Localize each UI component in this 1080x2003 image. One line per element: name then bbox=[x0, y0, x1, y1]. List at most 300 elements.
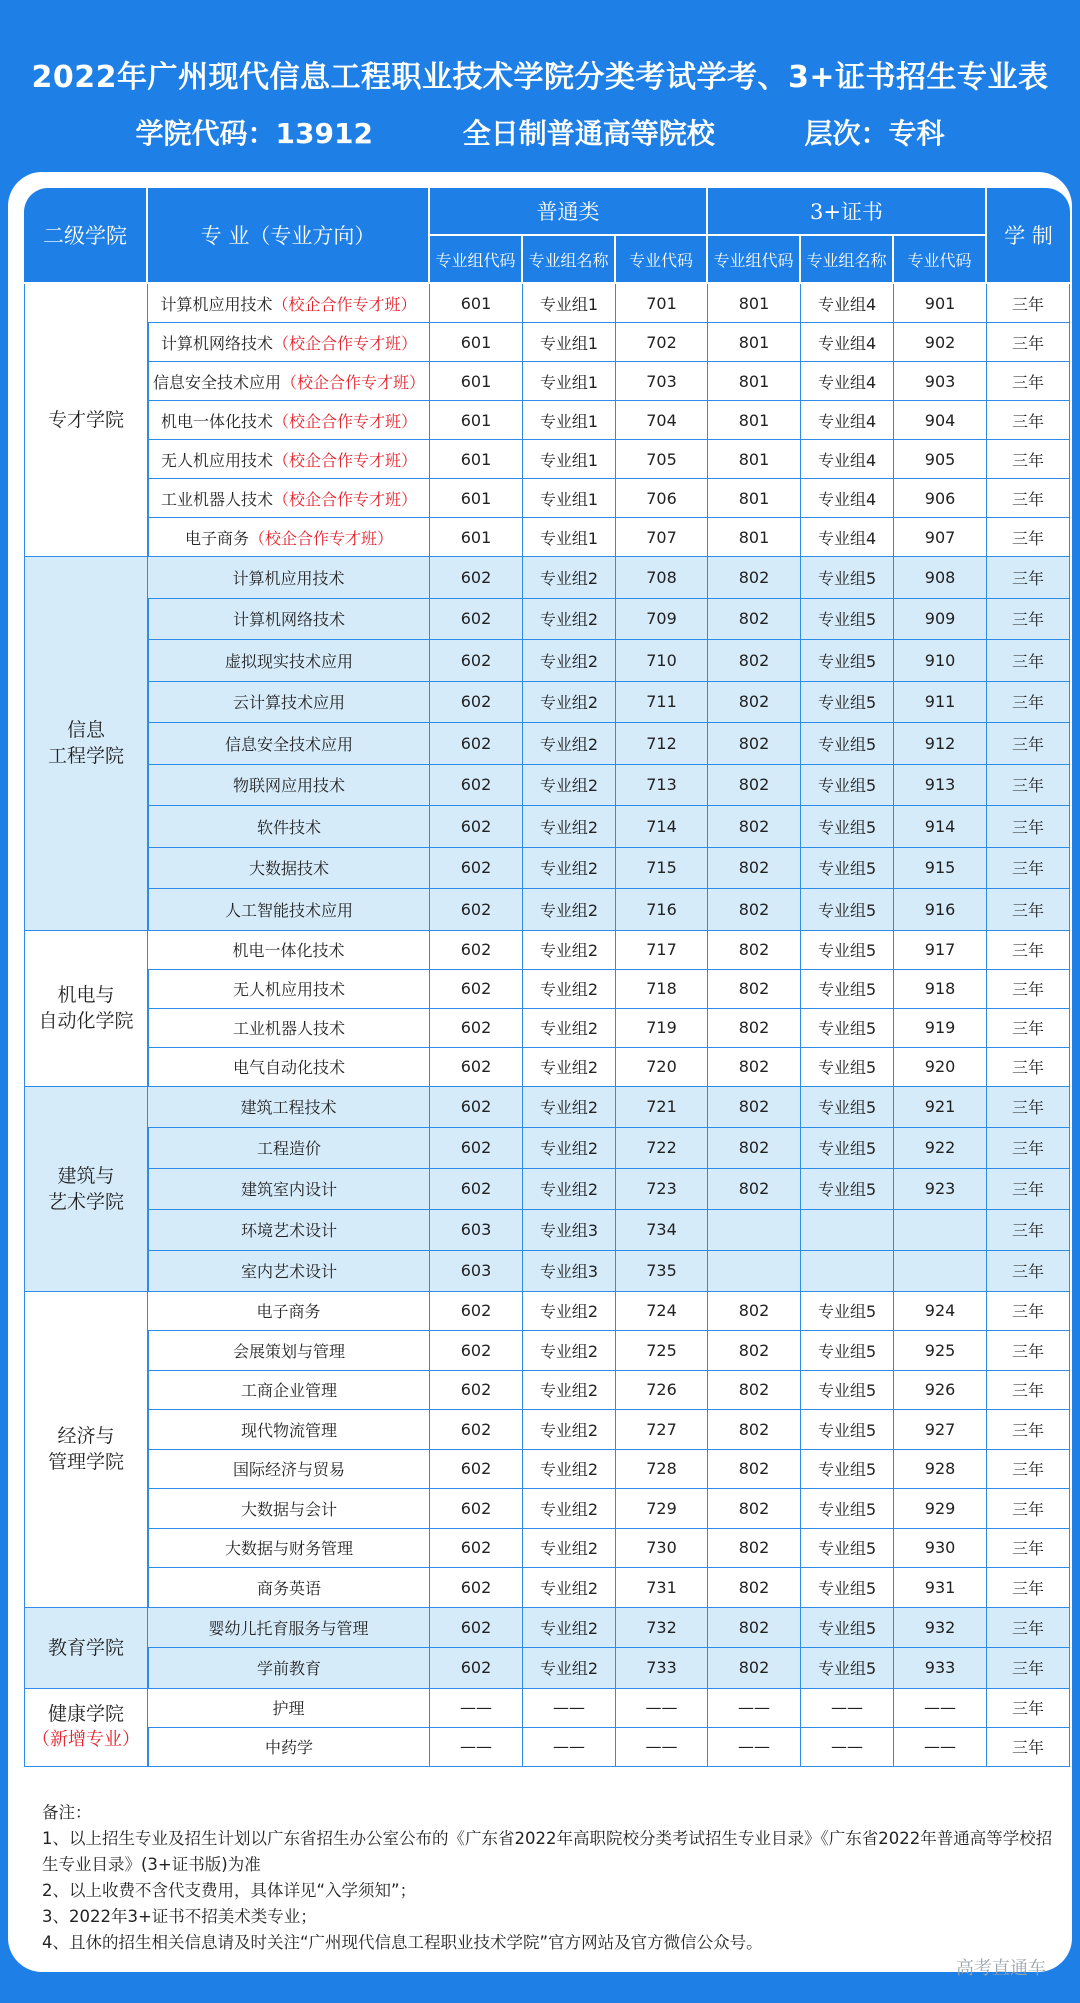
group-code-general: 602 bbox=[430, 1292, 523, 1332]
duration: 三年 bbox=[987, 682, 1070, 724]
major-code-general: 726 bbox=[616, 1371, 708, 1411]
table-body bbox=[24, 284, 1070, 1767]
group-name-general: 专业组2 bbox=[523, 806, 616, 848]
major-name: 大数据与财务管理 bbox=[224, 1539, 353, 1559]
major-code-general: 715 bbox=[616, 848, 708, 890]
group-name-general: 专业组2 bbox=[523, 1169, 616, 1210]
group-code-general: 602 bbox=[430, 806, 523, 848]
major-code-cert bbox=[894, 1251, 987, 1292]
group-name-cert: 专业组4 bbox=[801, 284, 894, 323]
group-code-cert: 802 bbox=[708, 765, 801, 807]
table-row bbox=[24, 723, 1070, 765]
college-name: 建筑与 bbox=[57, 1164, 115, 1187]
group-code-general: 602 bbox=[430, 931, 523, 970]
major-code-cert: 902 bbox=[894, 323, 987, 362]
group-name-general: 专业组2 bbox=[523, 1450, 616, 1490]
table-row bbox=[24, 1169, 1070, 1210]
table-row bbox=[24, 1410, 1070, 1450]
table-row bbox=[24, 1009, 1070, 1048]
duration: 三年 bbox=[987, 1689, 1070, 1728]
major-code-general: 730 bbox=[616, 1529, 708, 1569]
group-code-cert: 802 bbox=[708, 557, 801, 599]
major-code-cert: 908 bbox=[894, 557, 987, 599]
group-code-general: 602 bbox=[430, 640, 523, 682]
major-tag: （校企合作专才班） bbox=[273, 489, 418, 509]
table-row bbox=[24, 1728, 1070, 1767]
duration: 三年 bbox=[987, 1529, 1070, 1569]
major-cell bbox=[148, 765, 430, 807]
group-code-general: —— bbox=[430, 1728, 523, 1767]
group-code-cert: 802 bbox=[708, 1371, 801, 1411]
major-code-cert: 918 bbox=[894, 970, 987, 1009]
group-name-general: 专业组2 bbox=[523, 557, 616, 599]
college-name: 信息 bbox=[66, 719, 105, 742]
duration: 三年 bbox=[987, 1410, 1070, 1450]
major-code-general: 731 bbox=[616, 1568, 708, 1608]
major-code-cert: 928 bbox=[894, 1450, 987, 1490]
group-name-cert: 专业组5 bbox=[801, 599, 894, 641]
major-code-cert: 913 bbox=[894, 765, 987, 807]
table-row bbox=[24, 889, 1070, 931]
major-name: 会展策划与管理 bbox=[232, 1341, 345, 1361]
major-cell bbox=[148, 1009, 430, 1048]
group-code-cert: 802 bbox=[708, 1529, 801, 1569]
college-name: 健康学院 bbox=[47, 1703, 124, 1725]
major-code-cert: 915 bbox=[894, 848, 987, 890]
duration: 三年 bbox=[987, 806, 1070, 848]
group-code-cert: 802 bbox=[708, 931, 801, 970]
group-code-cert: 802 bbox=[708, 1169, 801, 1210]
major-name: 护理 bbox=[272, 1699, 305, 1718]
group-name-general: 专业组2 bbox=[523, 1410, 616, 1450]
major-name: 工业机器人技术 bbox=[160, 489, 273, 509]
header-major-code: 专业代码 bbox=[894, 236, 987, 284]
table-row bbox=[24, 1087, 1070, 1128]
major-code-general: 716 bbox=[616, 889, 708, 931]
group-name-general: 专业组1 bbox=[523, 362, 616, 401]
major-cell bbox=[148, 323, 430, 362]
group-code-cert: 802 bbox=[708, 1608, 801, 1649]
group-name-general: 专业组3 bbox=[523, 1251, 616, 1292]
group-name-cert: 专业组5 bbox=[801, 682, 894, 724]
major-cell bbox=[148, 1689, 430, 1728]
major-name: 中药学 bbox=[264, 1738, 313, 1757]
college-cell bbox=[24, 1689, 148, 1767]
major-code-general: 707 bbox=[616, 518, 708, 557]
group-code-cert: 802 bbox=[708, 1331, 801, 1371]
duration: 三年 bbox=[987, 1568, 1070, 1608]
duration: 三年 bbox=[987, 1292, 1070, 1332]
college-name: 自动化学院 bbox=[38, 1010, 134, 1032]
group-name-general: 专业组1 bbox=[523, 323, 616, 362]
page-header bbox=[0, 0, 1080, 170]
duration: 三年 bbox=[987, 1450, 1070, 1490]
group-name-cert bbox=[801, 1251, 894, 1292]
group-name-cert: 专业组5 bbox=[801, 931, 894, 970]
group-code-general: 602 bbox=[430, 1048, 523, 1087]
group-name-general: 专业组2 bbox=[523, 1568, 616, 1608]
major-name: 计算机应用技术 bbox=[232, 568, 345, 588]
college-name: 管理学院 bbox=[47, 1451, 124, 1473]
group-code-cert: 802 bbox=[708, 1087, 801, 1128]
table-row bbox=[24, 362, 1070, 401]
duration: 三年 bbox=[987, 640, 1070, 682]
major-tag: （校企合作专才班） bbox=[249, 528, 394, 548]
major-name: 室内艺术设计 bbox=[240, 1262, 337, 1281]
major-code-cert: 905 bbox=[894, 440, 987, 479]
group-name-cert: 专业组5 bbox=[801, 1371, 894, 1411]
group-code-cert: 802 bbox=[708, 1048, 801, 1087]
major-code-cert: 930 bbox=[894, 1529, 987, 1569]
table-row bbox=[24, 1331, 1070, 1371]
major-code-cert: 921 bbox=[894, 1087, 987, 1128]
duration: 三年 bbox=[987, 970, 1070, 1009]
duration: 三年 bbox=[987, 362, 1070, 401]
group-name-cert: —— bbox=[801, 1728, 894, 1767]
group-code-general: 601 bbox=[430, 362, 523, 401]
table-row bbox=[24, 682, 1070, 724]
major-name: 建筑室内设计 bbox=[240, 1180, 337, 1199]
major-code-general: 718 bbox=[616, 970, 708, 1009]
duration: 三年 bbox=[987, 765, 1070, 807]
major-name: 电子商务 bbox=[256, 1302, 321, 1322]
group-name-general: 专业组2 bbox=[523, 1009, 616, 1048]
major-cell bbox=[148, 1410, 430, 1450]
group-code-general: 601 bbox=[430, 323, 523, 362]
major-name: 工商企业管理 bbox=[240, 1381, 337, 1401]
duration: 三年 bbox=[987, 1128, 1070, 1169]
duration: 三年 bbox=[987, 1048, 1070, 1087]
group-name-general: 专业组2 bbox=[523, 1128, 616, 1169]
major-cell bbox=[148, 1087, 430, 1128]
major-code-general: 723 bbox=[616, 1169, 708, 1210]
table-row bbox=[24, 806, 1070, 848]
group-name-cert: 专业组4 bbox=[801, 362, 894, 401]
group-name-cert: 专业组5 bbox=[801, 1087, 894, 1128]
college-name: 机电与 bbox=[57, 984, 115, 1006]
major-cell bbox=[148, 682, 430, 724]
group-code-cert: 802 bbox=[708, 1450, 801, 1490]
major-code-general: 722 bbox=[616, 1128, 708, 1169]
major-cell bbox=[148, 1169, 430, 1210]
group-name-cert: 专业组5 bbox=[801, 640, 894, 682]
group-code-cert: 802 bbox=[708, 1292, 801, 1332]
major-code-general: 725 bbox=[616, 1331, 708, 1371]
major-code-general: 713 bbox=[616, 765, 708, 807]
group-name-cert: 专业组5 bbox=[801, 1331, 894, 1371]
group-code-general: 602 bbox=[430, 557, 523, 599]
notes-heading: 备注： bbox=[42, 1803, 92, 1822]
watermark: 高考直通车 bbox=[956, 1958, 1046, 1979]
major-code-general: 712 bbox=[616, 723, 708, 765]
group-code-general: 601 bbox=[430, 401, 523, 440]
group-code-cert: 801 bbox=[708, 284, 801, 323]
college-cell bbox=[24, 284, 148, 557]
group-code-cert: 802 bbox=[708, 848, 801, 890]
duration: 三年 bbox=[987, 284, 1070, 323]
major-code-cert: 914 bbox=[894, 806, 987, 848]
group-name-cert: 专业组5 bbox=[801, 848, 894, 890]
group-name-general: 专业组1 bbox=[523, 518, 616, 557]
group-name-general: 专业组2 bbox=[523, 1529, 616, 1569]
group-code-general: 602 bbox=[430, 848, 523, 890]
college-name: 艺术学院 bbox=[47, 1190, 124, 1213]
major-cell bbox=[148, 518, 430, 557]
college-code: 学院代码：13912 bbox=[135, 117, 373, 150]
group-name-general: 专业组2 bbox=[523, 1648, 616, 1689]
group-code-cert: 802 bbox=[708, 1648, 801, 1689]
major-name: 现代物流管理 bbox=[240, 1420, 337, 1440]
note-item: 4、且休的招生相关信息请及时关注“广州现代信息工程职业技术学院”官方网站及官方微信公众号。 bbox=[42, 1933, 763, 1952]
major-name: 计算机网络技术 bbox=[160, 333, 273, 353]
major-code-cert: 901 bbox=[894, 284, 987, 323]
college-cell bbox=[24, 1087, 148, 1292]
group-code-cert: 802 bbox=[708, 1009, 801, 1048]
major-cell bbox=[148, 1210, 430, 1251]
major-name: 商务英语 bbox=[256, 1578, 321, 1598]
group-code-cert bbox=[708, 1210, 801, 1251]
duration: 三年 bbox=[987, 1728, 1070, 1767]
group-name-cert: 专业组5 bbox=[801, 1048, 894, 1087]
major-code-general: 728 bbox=[616, 1450, 708, 1490]
group-code-cert: 802 bbox=[708, 640, 801, 682]
major-table-wrap bbox=[24, 188, 1070, 1767]
major-tag: （校企合作专才班） bbox=[273, 333, 418, 353]
note-item: 3、2022年3+证书不招美术类专业； bbox=[42, 1907, 317, 1926]
major-cell bbox=[148, 1128, 430, 1169]
group-name-cert: 专业组5 bbox=[801, 765, 894, 807]
major-tag: （校企合作专才班） bbox=[281, 372, 426, 392]
major-code-general: —— bbox=[616, 1728, 708, 1767]
group-code-general: 602 bbox=[430, 1410, 523, 1450]
group-code-cert: 801 bbox=[708, 440, 801, 479]
header-duration: 学 制 bbox=[987, 188, 1070, 284]
college-note: （新增专业） bbox=[32, 1729, 140, 1750]
major-code-cert: —— bbox=[894, 1728, 987, 1767]
group-name-cert: 专业组5 bbox=[801, 723, 894, 765]
table-row bbox=[24, 970, 1070, 1009]
major-code-general: 702 bbox=[616, 323, 708, 362]
major-code-cert: —— bbox=[894, 1689, 987, 1728]
major-code-cert: 911 bbox=[894, 682, 987, 724]
group-name-general: 专业组2 bbox=[523, 1489, 616, 1529]
group-name-general: 专业组2 bbox=[523, 640, 616, 682]
group-code-general: 602 bbox=[430, 1331, 523, 1371]
major-code-general: 711 bbox=[616, 682, 708, 724]
major-code-cert: 932 bbox=[894, 1608, 987, 1649]
major-code-cert: 929 bbox=[894, 1489, 987, 1529]
major-cell bbox=[148, 557, 430, 599]
group-code-general: 602 bbox=[430, 970, 523, 1009]
group-name-general: 专业组1 bbox=[523, 401, 616, 440]
major-tag: （校企合作专才班） bbox=[273, 450, 418, 470]
major-cell bbox=[148, 362, 430, 401]
major-name: 计算机网络技术 bbox=[232, 610, 345, 630]
duration: 三年 bbox=[987, 479, 1070, 518]
major-name: 国际经济与贸易 bbox=[232, 1460, 345, 1480]
major-name: 婴幼儿托育服务与管理 bbox=[208, 1618, 369, 1638]
major-table bbox=[24, 188, 1070, 1767]
group-code-cert: 802 bbox=[708, 889, 801, 931]
duration: 三年 bbox=[987, 323, 1070, 362]
duration: 三年 bbox=[987, 1648, 1070, 1689]
group-name-cert: 专业组5 bbox=[801, 1450, 894, 1490]
major-code-cert: 926 bbox=[894, 1371, 987, 1411]
major-cell bbox=[148, 1292, 430, 1332]
group-code-general: 602 bbox=[430, 1450, 523, 1490]
major-name: 云计算技术应用 bbox=[232, 693, 345, 713]
group-name-general: 专业组2 bbox=[523, 1048, 616, 1087]
major-code-general: 734 bbox=[616, 1210, 708, 1251]
group-code-cert: 801 bbox=[708, 323, 801, 362]
group-code-cert: 802 bbox=[708, 682, 801, 724]
page-subtitle bbox=[0, 112, 1080, 152]
group-code-general: 603 bbox=[430, 1210, 523, 1251]
group-name-general: 专业组2 bbox=[523, 1087, 616, 1128]
table-row bbox=[24, 1371, 1070, 1411]
duration: 三年 bbox=[987, 557, 1070, 599]
note-item: 1、以上招生专业及招生计划以广东省招生办公室公布的《广东省2022年高职院校分类考试招生专业目录》《广东省2022年普通高等学校招生专业目录》(3+证书版)为准 bbox=[42, 1829, 1053, 1874]
duration: 三年 bbox=[987, 723, 1070, 765]
major-code-cert: 920 bbox=[894, 1048, 987, 1087]
group-name-general: 专业组2 bbox=[523, 765, 616, 807]
table-row bbox=[24, 440, 1070, 479]
header-group-code: 专业组代码 bbox=[708, 236, 801, 284]
group-code-general: 602 bbox=[430, 1568, 523, 1608]
major-code-cert: 909 bbox=[894, 599, 987, 641]
group-name-general: 专业组2 bbox=[523, 599, 616, 641]
duration: 三年 bbox=[987, 848, 1070, 890]
group-code-general: 602 bbox=[430, 1489, 523, 1529]
major-code-cert: 903 bbox=[894, 362, 987, 401]
major-cell bbox=[148, 1489, 430, 1529]
group-name-general: 专业组2 bbox=[523, 970, 616, 1009]
major-tag: （校企合作专才班） bbox=[273, 411, 418, 431]
group-code-cert: 802 bbox=[708, 1568, 801, 1608]
group-name-cert: 专业组4 bbox=[801, 323, 894, 362]
major-cell bbox=[148, 1048, 430, 1087]
college-name: 专才学院 bbox=[47, 409, 124, 431]
major-name: 工程造价 bbox=[256, 1139, 321, 1158]
table-row bbox=[24, 1648, 1070, 1689]
major-cell bbox=[148, 1251, 430, 1292]
duration: 三年 bbox=[987, 1087, 1070, 1128]
major-name: 环境艺术设计 bbox=[240, 1221, 337, 1240]
college-name: 经济与 bbox=[57, 1425, 115, 1447]
major-code-cert: 917 bbox=[894, 931, 987, 970]
duration: 三年 bbox=[987, 1169, 1070, 1210]
duration: 三年 bbox=[987, 401, 1070, 440]
group-code-general: 603 bbox=[430, 1251, 523, 1292]
major-name: 计算机应用技术 bbox=[160, 294, 273, 314]
group-name-cert: 专业组5 bbox=[801, 1568, 894, 1608]
major-code-cert bbox=[894, 1210, 987, 1251]
table-row bbox=[24, 765, 1070, 807]
college-cell bbox=[24, 1292, 148, 1608]
major-name: 信息安全技术应用 bbox=[152, 372, 281, 392]
group-name-cert: 专业组5 bbox=[801, 1169, 894, 1210]
major-code-general: 721 bbox=[616, 1087, 708, 1128]
major-code-cert: 927 bbox=[894, 1410, 987, 1450]
major-code-general: 732 bbox=[616, 1608, 708, 1649]
major-cell bbox=[148, 723, 430, 765]
header-group-name: 专业组名称 bbox=[523, 236, 616, 284]
table-row bbox=[24, 1489, 1070, 1529]
note-item: 2、以上收费不含代支费用，具体详见“入学须知”； bbox=[42, 1881, 417, 1900]
major-code-cert: 910 bbox=[894, 640, 987, 682]
group-code-general: 601 bbox=[430, 479, 523, 518]
major-code-general: 727 bbox=[616, 1410, 708, 1450]
table-row bbox=[24, 599, 1070, 641]
group-code-general: 602 bbox=[430, 1608, 523, 1649]
major-code-general: 724 bbox=[616, 1292, 708, 1332]
group-name-general: 专业组2 bbox=[523, 1608, 616, 1649]
table-row bbox=[24, 1529, 1070, 1569]
group-name-general: 专业组2 bbox=[523, 1371, 616, 1411]
table-row bbox=[24, 284, 1070, 323]
college-cell bbox=[24, 1608, 148, 1689]
major-cell bbox=[148, 889, 430, 931]
major-code-general: 705 bbox=[616, 440, 708, 479]
college-cell bbox=[24, 931, 148, 1087]
major-code-general: 714 bbox=[616, 806, 708, 848]
major-code-general: 706 bbox=[616, 479, 708, 518]
table-row bbox=[24, 1689, 1070, 1728]
major-cell bbox=[148, 1648, 430, 1689]
group-name-cert: 专业组5 bbox=[801, 1648, 894, 1689]
major-cell bbox=[148, 1529, 430, 1569]
group-name-general: 专业组2 bbox=[523, 723, 616, 765]
major-cell bbox=[148, 931, 430, 970]
major-name: 无人机应用技术 bbox=[232, 980, 345, 999]
group-name-general: 专业组2 bbox=[523, 682, 616, 724]
major-code-cert: 922 bbox=[894, 1128, 987, 1169]
major-code-cert: 931 bbox=[894, 1568, 987, 1608]
major-code-general: 710 bbox=[616, 640, 708, 682]
duration: 三年 bbox=[987, 518, 1070, 557]
major-code-cert: 906 bbox=[894, 479, 987, 518]
group-code-general: 602 bbox=[430, 1009, 523, 1048]
major-name: 虚拟现实技术应用 bbox=[224, 651, 353, 671]
group-name-cert: 专业组5 bbox=[801, 1608, 894, 1649]
group-code-general: 602 bbox=[430, 1529, 523, 1569]
major-name: 建筑工程技术 bbox=[240, 1098, 337, 1117]
major-cell bbox=[148, 1728, 430, 1767]
major-code-cert: 924 bbox=[894, 1292, 987, 1332]
school-type: 全日制普通高等院校 bbox=[462, 117, 715, 150]
group-name-general: 专业组2 bbox=[523, 1292, 616, 1332]
table-row bbox=[24, 1128, 1070, 1169]
major-cell bbox=[148, 848, 430, 890]
table-row bbox=[24, 1450, 1070, 1490]
major-code-general: 708 bbox=[616, 557, 708, 599]
group-code-general: 602 bbox=[430, 889, 523, 931]
table-row bbox=[24, 401, 1070, 440]
duration: 三年 bbox=[987, 889, 1070, 931]
table-row bbox=[24, 1568, 1070, 1608]
group-name-cert: 专业组5 bbox=[801, 1529, 894, 1569]
group-code-general: 602 bbox=[430, 1371, 523, 1411]
page-title: 2022年广州现代信息工程职业技术学院分类考试学考、3+证书招生专业表 bbox=[31, 60, 1049, 95]
major-code-general: 704 bbox=[616, 401, 708, 440]
group-code-general: 602 bbox=[430, 1648, 523, 1689]
duration: 三年 bbox=[987, 440, 1070, 479]
major-code-general: 701 bbox=[616, 284, 708, 323]
group-code-general: 601 bbox=[430, 440, 523, 479]
group-name-general: 专业组2 bbox=[523, 848, 616, 890]
duration: 三年 bbox=[987, 1489, 1070, 1529]
major-code-general: 735 bbox=[616, 1251, 708, 1292]
